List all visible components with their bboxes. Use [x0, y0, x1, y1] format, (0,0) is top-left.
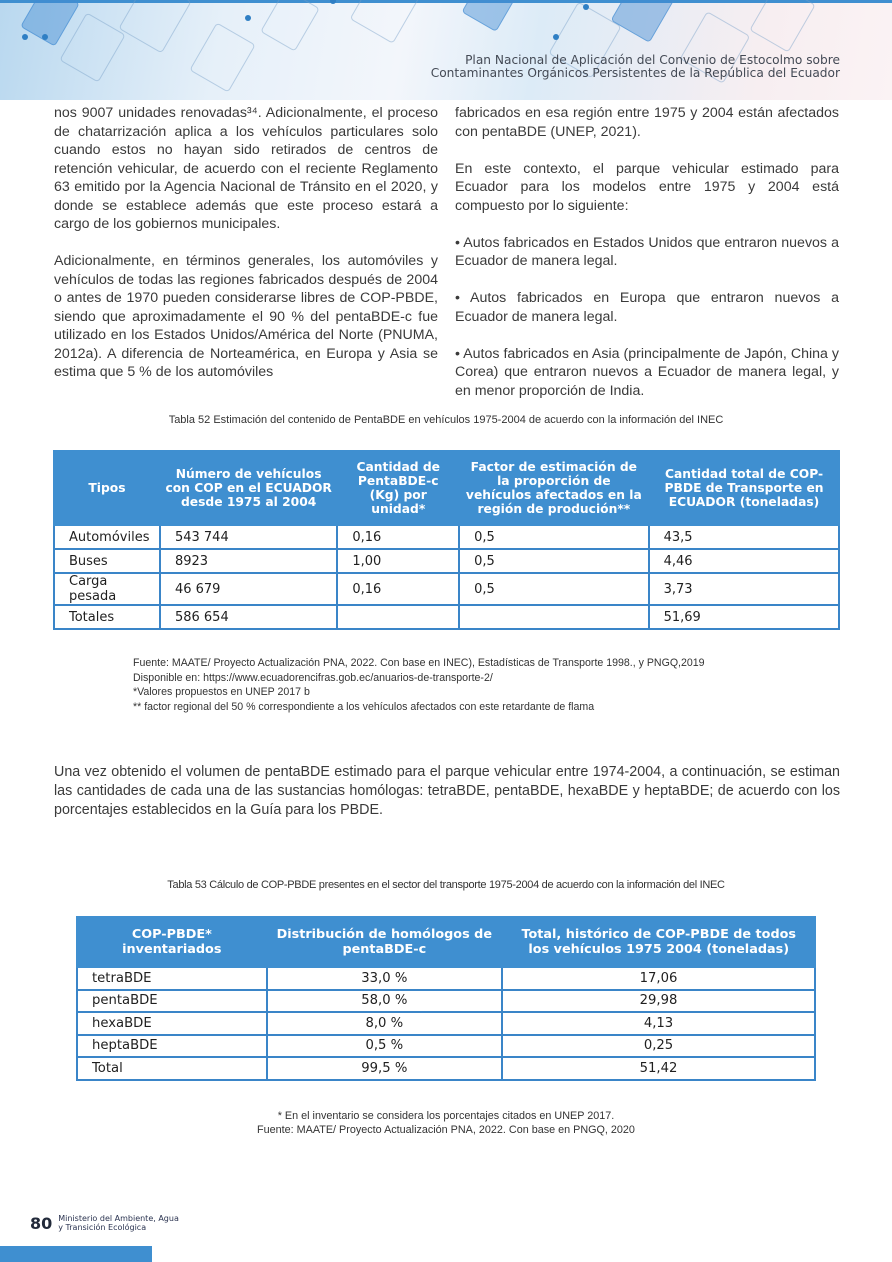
table-cell: hexaBDE [77, 1012, 267, 1035]
table-cell: 43,5 [649, 525, 839, 549]
table-cell: 0,5 [459, 573, 648, 605]
table-cell: 0,5 [459, 525, 648, 549]
molecule-node [330, 0, 336, 4]
table-cell: 51,69 [649, 605, 839, 629]
page-footer [30, 1214, 179, 1233]
page-header-banner [0, 0, 892, 100]
table-cell: 4,13 [502, 1012, 815, 1035]
hexagon-decoration [461, 0, 518, 32]
table-52 [53, 450, 840, 630]
table-row [77, 990, 815, 1013]
document-title [431, 54, 840, 80]
column-header: Distribución de homólogos de pentaBDE-c [267, 917, 502, 967]
table-52-caption: Tabla 52 Estimación del contenido de PentaBDE en vehículos 1975-2004 de acuerdo con la información del INEC [168, 414, 724, 426]
table-cell: 3,73 [649, 573, 839, 605]
table-53-notes [0, 1110, 892, 1137]
table-cell: 0,25 [502, 1035, 815, 1058]
table-cell: 0,16 [337, 573, 459, 605]
table-cell: 0,5 % [267, 1035, 502, 1058]
table-cell [459, 605, 648, 629]
column-header: Factor de estimación de la proporción de vehículos afectados en la región de produción** [459, 451, 648, 525]
footnote: *Valores propuestos en UNEP 2017 b [133, 686, 310, 698]
bullet-item: • Autos fabricados en Estados Unidos que entraron nuevos a Ecuador de manera legal. [455, 234, 839, 269]
bullet-item: • Autos fabricados en Asia (principalmente de Japón, China y Corea) que entraron nuevos a Ecuador de manera legal, y en menor proporción de India. [455, 345, 839, 399]
hexagon-decoration [611, 0, 675, 43]
right-text-column [455, 104, 839, 419]
table-header-row [77, 917, 815, 967]
molecule-node [22, 34, 28, 40]
source-note: Fuente: MAATE/ Proyecto Actualización PNA, 2022. Con base en INEC), Estadísticas de Transporte 1998., y PNGQ,2019 [133, 657, 705, 669]
paragraph: Adicionalmente, en términos generales, los automóviles y vehículos de todas las regiones fabricados después de 2004 o antes de 1970 pueden considerarse libres de COP-PBDE, siendo que aproximadamente el 90 % del pentaBDE-c fue utilizado en los Estados Unidos/América del Norte (PNUMA, 2012a). A diferencia de Norteamérica, en Europa y Asia se estima que 5 % de los automóviles [54, 253, 438, 380]
table-cell: 8923 [160, 549, 337, 573]
table-cell: 0,5 [459, 549, 648, 573]
table-cell: 17,06 [502, 967, 815, 990]
paragraph: En este contexto, el parque vehicular estimado para Ecuador para los modelos entre 1975 y 2004 está compuesto por lo siguiente: [455, 160, 839, 214]
ministry-name [58, 1215, 179, 1232]
column-header: Número de vehículos con COP en el ECUADOR desde 1975 al 2004 [160, 451, 337, 525]
hexagon-decoration [59, 12, 125, 82]
table-row [77, 967, 815, 990]
hexagon-decoration [118, 0, 191, 53]
table-row [77, 1035, 815, 1058]
table-cell: Total [77, 1057, 267, 1080]
page-number: 80 [30, 1214, 53, 1233]
availability-note[interactable]: Disponible en: https://www.ecuadorencifras.gob.ec/anuarios-de-transporte-2/ [133, 671, 493, 684]
table-cell: Automóviles [54, 525, 160, 549]
table-cell: 543 744 [160, 525, 337, 549]
bullet-item: • Autos fabricados en Europa que entraron nuevos a Ecuador de manera legal. [455, 290, 839, 325]
source-note: Fuente: MAATE/ Proyecto Actualización PNA, 2022. Con base en PNGQ, 2020 [257, 1123, 635, 1136]
molecule-node [553, 34, 559, 40]
table-cell: heptaBDE [77, 1035, 267, 1058]
table-cell: 33,0 % [267, 967, 502, 990]
table-52-notes [133, 656, 705, 714]
column-header: Cantidad de PentaBDE-c (Kg) por unidad* [337, 451, 459, 525]
column-header: Total, histórico de COP-PBDE de todos los vehículos 1975 2004 (toneladas) [502, 917, 815, 967]
paragraph: Una vez obtenido el volumen de pentaBDE estimado para el parque vehicular entre 1974-2004, a continuación, se estiman las cantidades de cada una de las sustancias homólogas: tetraBDE, pentaBDE, hexaBDE y heptaBDE; de acuerdo con los porcentajes establecidos en la Guía para los PBDE. [54, 764, 840, 818]
table-cell: 4,46 [649, 549, 839, 573]
ministry-name-line2: y Transición Ecológica [58, 1222, 147, 1232]
table-cell: 99,5 % [267, 1057, 502, 1080]
footnote: * En el inventario se considera los porcentajes citados en UNEP 2017. [277, 1110, 615, 1122]
table-cell: Buses [54, 549, 160, 573]
footnote: ** factor regional del 50 % correspondiente a los vehículos afectados con este retardante de flama [133, 700, 595, 713]
table-cell: 46 679 [160, 573, 337, 605]
hexagon-decoration [260, 0, 320, 52]
table-cell: tetraBDE [77, 967, 267, 990]
table-cell: 51,42 [502, 1057, 815, 1080]
paragraph: fabricados en esa región entre 1975 y 2004 están afectados con pentaBDE (UNEP, 2021). [455, 105, 839, 140]
molecule-node [245, 15, 251, 21]
table-row [54, 549, 839, 573]
molecule-node [583, 4, 589, 10]
left-text-column [54, 104, 438, 400]
column-header: Cantidad total de COP-PBDE de Transporte en ECUADOR (toneladas) [649, 451, 839, 525]
molecule-node [42, 34, 48, 40]
table-cell: 29,98 [502, 990, 815, 1013]
table-cell: 586 654 [160, 605, 337, 629]
table-cell: Carga pesada [54, 573, 160, 605]
hexagon-decoration [189, 22, 255, 92]
hexagon-decoration [350, 0, 421, 44]
table-totals-row [77, 1057, 815, 1080]
table-cell: Totales [54, 605, 160, 629]
column-header: COP-PBDE* inventariados [77, 917, 267, 967]
column-header: Tipos [54, 451, 160, 525]
table-cell: 58,0 % [267, 990, 502, 1013]
hexagon-decoration [749, 0, 815, 53]
paragraph: nos 9007 unidades renovadas³⁴. Adicionalmente, el proceso de chatarrización aplica a los vehículos particulares solo cuando estos no hayan sido retirados de centros de retención vehicular, de acuerdo con el reciente Reglamento 63 emitido por la Agencia Nacional de Tránsito en el 2020, y donde se establece además que este proceso estará a cargo de los gobiernos municipales. [54, 105, 438, 232]
footer-accent-bar [0, 1246, 152, 1262]
table-53-caption: Tabla 53 Cálculo de COP-PBDE presentes en el sector del transporte 1975-2004 de acuerdo con la información del INEC [167, 879, 725, 891]
table-cell: 0,16 [337, 525, 459, 549]
document-title-line1: Plan Nacional de Aplicación del Convenio de Estocolmo sobre [465, 53, 840, 67]
table-header-row [54, 451, 839, 525]
table-row [54, 573, 839, 605]
table-cell [337, 605, 459, 629]
table-row [77, 1012, 815, 1035]
table-53 [76, 916, 816, 1081]
document-title-line2: Contaminantes Orgánicos Persistentes de la República del Ecuador [430, 66, 840, 80]
table-cell: pentaBDE [77, 990, 267, 1013]
table-row [54, 525, 839, 549]
table-totals-row [54, 605, 839, 629]
ministry-name-line1: Ministerio del Ambiente, Agua [58, 1214, 179, 1223]
table-cell: 1,00 [337, 549, 459, 573]
table-cell: 8,0 % [267, 1012, 502, 1035]
